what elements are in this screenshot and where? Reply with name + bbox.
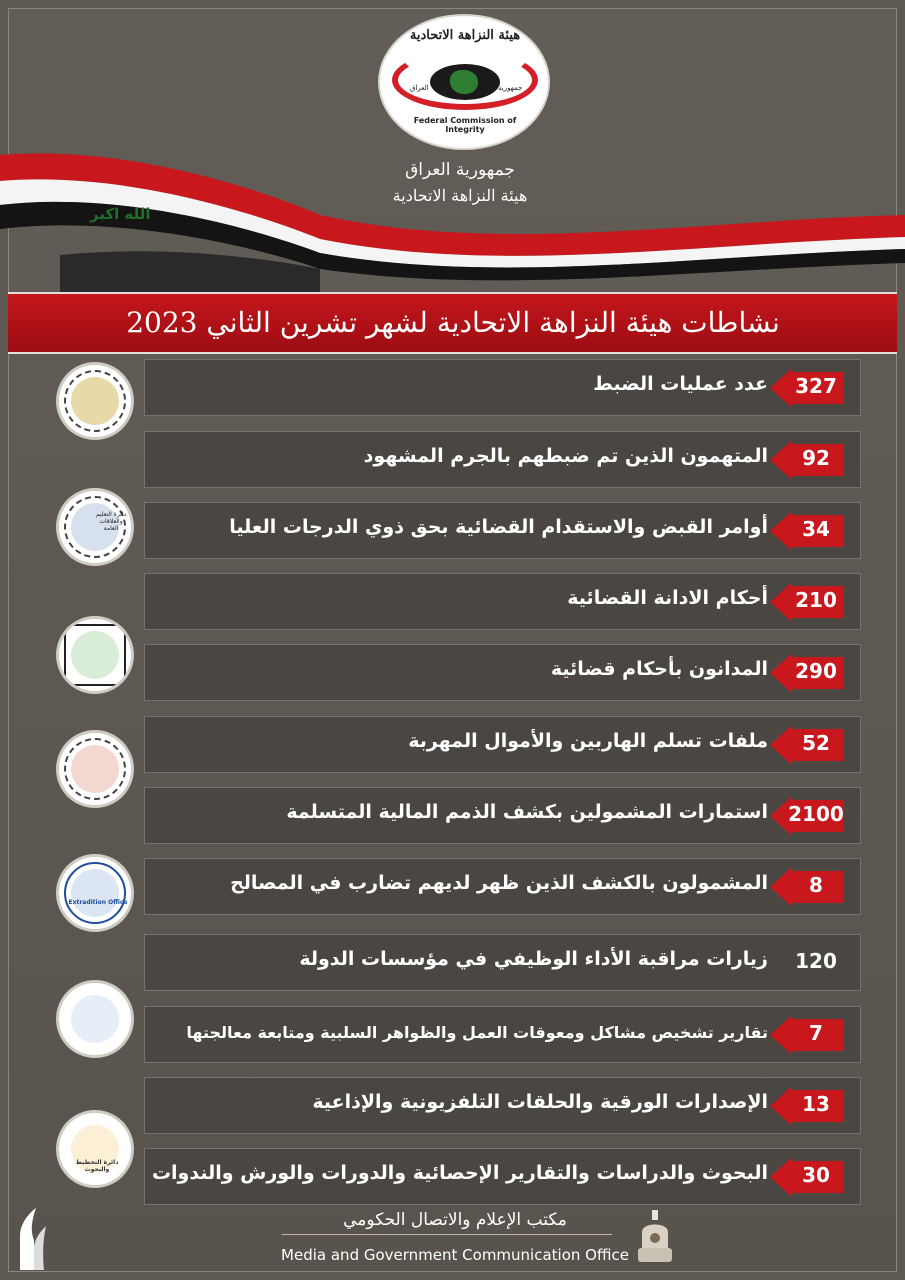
seal-caption: دائرة التعليم والعلاقات العامة <box>95 511 127 532</box>
stat-label: زيارات مراقبة الأداء الوظيفي في مؤسسات الدولة <box>299 948 768 970</box>
stat-number: 34 <box>802 517 830 541</box>
stat-label: استمارات المشمولين بكشف الذمم المالية المتسلمة <box>286 801 768 823</box>
header-line-2: هيئة النزاهة الاتحادية <box>392 186 528 205</box>
stat-arrow <box>770 368 856 408</box>
research-office-seal-icon <box>56 1110 134 1188</box>
stat-number: 30 <box>802 1163 830 1187</box>
stat-number: 13 <box>802 1092 830 1116</box>
stat-number: 92 <box>802 446 830 470</box>
stat-label: ملفات تسلم الهاربين والأموال المهربة <box>408 730 768 752</box>
stat-label: المشمولون بالكشف الذين ظهر لديهم تضارب في المصالح <box>230 872 768 894</box>
stat-row <box>144 644 861 701</box>
iraq-map-icon <box>450 70 478 94</box>
seal-caption: Extradition Office <box>68 899 128 906</box>
stat-label: المدانون بأحكام قضائية <box>550 658 768 680</box>
logo-side-left: العراق <box>410 84 429 92</box>
prevention-seal-icon <box>56 616 134 694</box>
stat-arrow <box>770 440 856 480</box>
title-banner <box>8 292 897 354</box>
stat-arrow <box>770 582 856 622</box>
page-title: نشاطات هيئة النزاهة الاتحادية لشهر تشرين الثاني 2023 <box>126 306 780 339</box>
stat-arrow <box>770 1086 856 1126</box>
stat-label: البحوث والدراسات والتقارير الإحصائية والدورات والورش والندوات <box>151 1162 768 1184</box>
stat-number: 120 <box>795 949 837 973</box>
stat-arrow <box>770 1015 856 1055</box>
stat-arrow <box>770 943 856 983</box>
stat-row <box>144 1077 861 1134</box>
stat-number: 290 <box>795 659 837 683</box>
stat-label: أوامر القبض والاستقدام القضائية بحق ذوي الدرجات العليا <box>229 516 768 538</box>
stat-number: 52 <box>802 731 830 755</box>
stat-number: 7 <box>809 1021 823 1045</box>
stat-row <box>144 359 861 416</box>
flag-takbir: الله اكبر <box>90 205 151 223</box>
stat-arrow <box>770 867 856 907</box>
footer-office-english: Media and Government Communication Office <box>281 1246 629 1264</box>
header-line-1: جمهورية العراق <box>405 160 515 180</box>
extradition-office-seal-icon <box>56 854 134 932</box>
stat-label: الإصدارات الورقية والحلقات التلفزيونية والإذاعية <box>312 1091 768 1113</box>
stat-label: أحكام الادانة القضائية <box>567 587 768 609</box>
stat-row <box>144 787 861 844</box>
newspaper-logo-icon <box>14 1206 48 1270</box>
stat-row <box>144 502 861 559</box>
stat-label: تقارير تشخيص مشاكل ومعوقات العمل والظواهر السلبية ومتابعة معالجتها <box>186 1023 768 1042</box>
stat-row <box>144 1006 861 1063</box>
stat-row <box>144 1148 861 1205</box>
logo-side-right: جمهورية <box>498 84 523 92</box>
stat-number: 8 <box>809 873 823 897</box>
stat-arrow <box>770 653 856 693</box>
seal-caption: دائرة التخطيط والبحوث <box>75 1159 119 1173</box>
logo-bottom-text: Federal Commission of Integrity <box>413 116 517 134</box>
stat-arrow <box>770 725 856 765</box>
stat-arrow <box>770 1157 856 1197</box>
stat-row <box>144 431 861 488</box>
education-office-seal-icon <box>56 488 134 566</box>
recovery-seal-icon <box>56 730 134 808</box>
stat-number: 2100 <box>788 802 844 826</box>
stat-arrow <box>770 511 856 551</box>
media-office-logo-icon <box>636 1208 674 1268</box>
stat-label: عدد عمليات الضبط <box>593 373 768 395</box>
stat-row <box>144 716 861 773</box>
stat-number: 210 <box>795 588 837 612</box>
stat-label: المتهمون الذين تم ضبطهم بالجرم المشهود <box>363 445 768 467</box>
investigations-seal-icon <box>56 362 134 440</box>
footer-divider <box>282 1234 612 1235</box>
stat-row <box>144 573 861 630</box>
planning-seal-icon <box>56 980 134 1058</box>
stat-row <box>144 934 861 991</box>
footer-office-arabic: مكتب الإعلام والاتصال الحكومي <box>343 1210 567 1230</box>
logo-top-text: هيئة النزاهة الاتحادية <box>409 28 521 43</box>
stat-arrow <box>770 796 856 836</box>
stat-number: 327 <box>795 374 837 398</box>
stat-row <box>144 858 861 915</box>
